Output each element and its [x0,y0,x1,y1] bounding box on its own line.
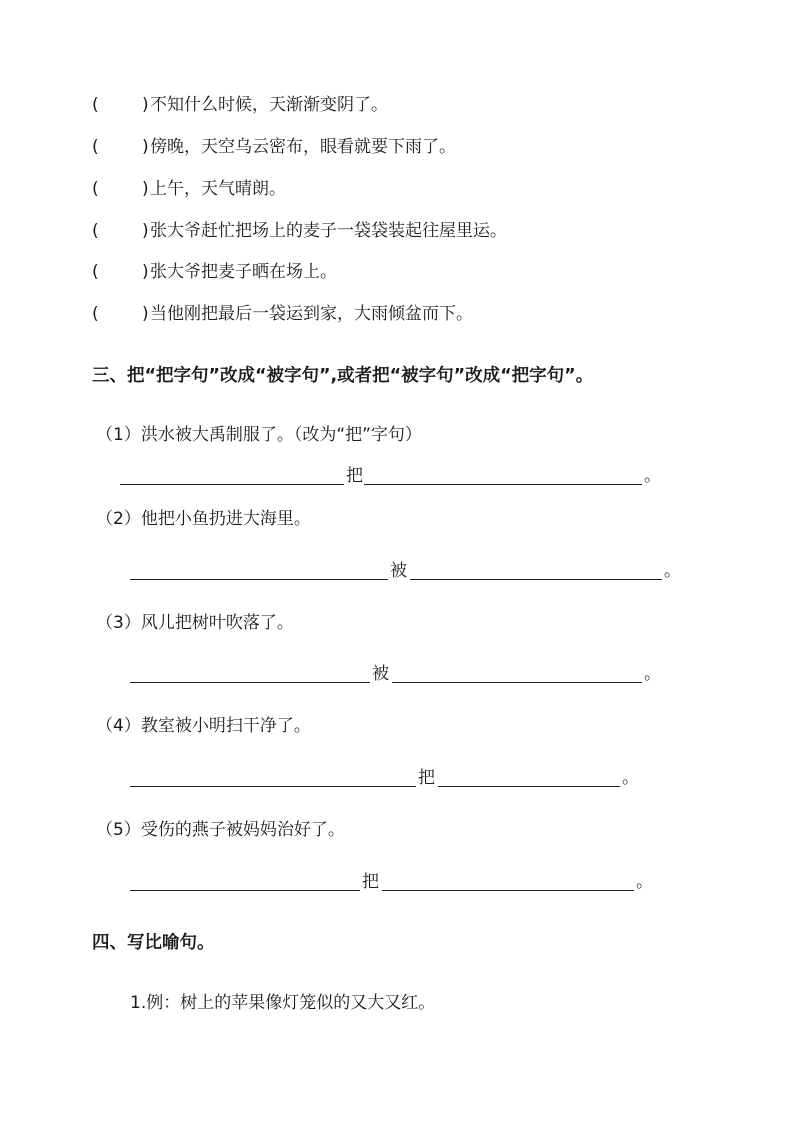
order-item-text: 不知什么时候，天渐渐变阴了。 [150,95,388,115]
answer-line [130,767,650,789]
answer-blank[interactable] [130,682,370,683]
open-paren: ( [92,221,99,241]
question-text: （2）他把小鱼扔进大海里。 [96,509,311,529]
section-heading: 四、写比喻句。 [92,933,215,953]
order-item-text: 张大爷把麦子晒在场上。 [150,262,337,282]
close-paren: ) [142,262,149,282]
answer-blank[interactable] [364,484,642,485]
answer-keyword: 把 [418,768,435,788]
answer-line [130,663,670,685]
order-item-text: 上午，天气晴朗。 [150,179,286,199]
answer-keyword: 被 [390,561,407,581]
answer-blank[interactable] [392,682,642,683]
answer-period: 。 [622,768,639,788]
close-paren: ) [142,137,149,157]
close-paren: ) [142,304,149,324]
answer-blank[interactable] [438,786,620,787]
answer-period: 。 [644,466,661,486]
close-paren: ) [142,179,149,199]
question-text: （1）洪水被大禹制服了。（改为“把”字句） [96,425,422,445]
answer-blank[interactable] [410,579,662,580]
answer-period: 。 [636,872,653,892]
answer-keyword: 把 [362,872,379,892]
answer-blank[interactable] [130,786,416,787]
answer-blank[interactable] [120,484,344,485]
answer-period: 。 [644,664,661,684]
question-text: （4）教室被小明扫干净了。 [96,716,311,736]
answer-period: 。 [664,561,681,581]
answer-keyword: 把 [346,466,363,486]
question-text: （5）受伤的燕子被妈妈治好了。 [96,820,345,840]
section-heading: 三、把“把字句”改成“被字句”,或者把“被字句”改成“把字句”。 [92,366,594,386]
answer-keyword: 被 [372,664,389,684]
open-paren: ( [92,304,99,324]
order-item-text: 当他刚把最后一袋运到家，大雨倾盆而下。 [150,304,473,324]
open-paren: ( [92,95,99,115]
close-paren: ) [142,95,149,115]
close-paren: ) [142,221,149,241]
question-text: （3）风儿把树叶吹落了。 [96,613,294,633]
example-sentence: 1.例：树上的苹果像灯笼似的又大又红。 [130,993,436,1013]
answer-line [130,871,660,893]
answer-line [130,560,690,582]
open-paren: ( [92,179,99,199]
order-item-text: 张大爷赶忙把场上的麦子一袋袋装起往屋里运。 [150,221,507,241]
open-paren: ( [92,262,99,282]
answer-blank[interactable] [382,890,634,891]
answer-blank[interactable] [130,890,360,891]
answer-line [120,465,660,487]
order-item-text: 傍晚，天空乌云密布，眼看就要下雨了。 [150,137,456,157]
open-paren: ( [92,137,99,157]
answer-blank[interactable] [130,579,388,580]
